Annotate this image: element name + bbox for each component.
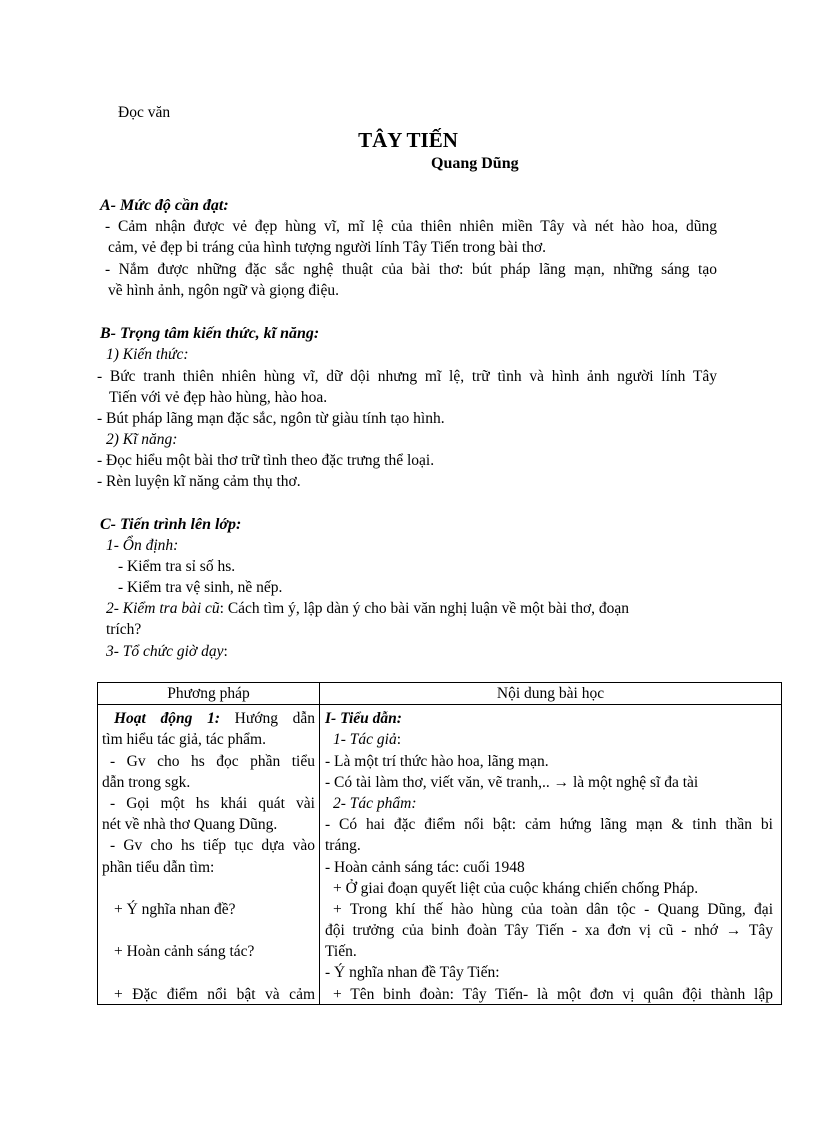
page-title: TÂY TIẾN <box>358 128 458 152</box>
author-subheading-colon: : <box>396 731 402 749</box>
table-header-row <box>98 683 782 705</box>
method-cell <box>98 705 320 1005</box>
author-subheading-label: 1- Tác giả <box>333 731 397 749</box>
content-line: - Có hai đặc điểm nổi bật: cảm hứng lãng mạn & tinh thần bi <box>325 816 773 834</box>
content-line: Tiến. <box>325 943 357 961</box>
stabilize-item: 1- Ổn định: <box>106 537 179 554</box>
method-header: Phương pháp <box>98 683 320 705</box>
lesson-table <box>97 682 782 1005</box>
old-lesson-check <box>106 599 629 619</box>
activity-label: Hoạt động 1: <box>114 710 220 728</box>
section-a-line: cảm, vẻ đẹp bi tráng của hình tượng người lính Tây Tiến trong bài thơ. <box>108 239 547 256</box>
method-line: dẫn trong sgk. <box>102 773 191 791</box>
method-line: - Gv cho hs đọc phần tiểu <box>110 752 315 770</box>
knowledge-subheading: 1) Kiến thức: <box>106 346 189 363</box>
content-line: đội trưởng của binh đoàn Tây Tiến - xa đơn vị cũ - nhớ → Tây <box>325 922 773 940</box>
organize-lesson-label: 3- Tổ chức giờ dạy <box>106 643 224 660</box>
old-lesson-continued: trích? <box>106 621 142 638</box>
work-subheading: 2- Tác phẩm: <box>333 794 417 812</box>
section-c-heading: C- Tiến trình lên lớp: <box>100 516 242 533</box>
old-lesson-text: : Cách tìm ý, lập dàn ý cho bài văn nghị luận về một bài thơ, đoạn <box>219 600 630 617</box>
skills-subheading: 2) Kĩ năng: <box>106 431 178 448</box>
old-lesson-label: 2- Kiểm tra bài cũ <box>106 600 220 617</box>
organize-lesson <box>106 642 228 662</box>
organize-lesson-colon: : <box>223 643 228 660</box>
section-a-line: - Nắm được những đặc sắc nghệ thuật của bài thơ: bút pháp lãng mạn, những sáng tạo <box>105 261 717 278</box>
content-line: + Trong khí thế hào hùng của toàn dân tộc - Quang Dũng, đại <box>333 900 773 918</box>
intro-heading: I- Tiểu dẫn: <box>325 710 402 728</box>
question-line: + Ý nghĩa nhan đề? <box>114 900 236 918</box>
stabilize-line: - Kiểm tra sỉ số hs. <box>118 558 236 575</box>
stabilize-line: - Kiểm tra vệ sinh, nề nếp. <box>118 579 283 596</box>
section-a-line: về hình ảnh, ngôn ngữ và giọng điệu. <box>108 282 339 299</box>
method-line: nét về nhà thơ Quang Dũng. <box>102 816 278 834</box>
table-row <box>98 705 782 1005</box>
content-line: - Hoàn cảnh sáng tác: cuối 1948 <box>325 858 525 876</box>
activity-line <box>102 708 315 729</box>
skills-line: - Rèn luyện kĩ năng cảm thụ thơ. <box>97 473 301 490</box>
knowledge-line: - Bút pháp lãng mạn đặc sắc, ngôn từ giàu tính tạo hình. <box>97 410 445 427</box>
section-a-line: - Cảm nhận được vẻ đẹp hùng vĩ, mĩ lệ của thiên nhiên miền Tây và nét hào hoa, dũng <box>105 218 717 235</box>
knowledge-line: - Bức tranh thiên nhiên hùng vĩ, dữ dội nhưng mĩ lệ, trữ tình và hình ảnh người lính Tây <box>97 368 717 385</box>
question-line: + Hoàn cảnh sáng tác? <box>114 943 255 961</box>
skills-line: - Đọc hiểu một bài thơ trữ tình theo đặc trưng thể loại. <box>97 452 435 469</box>
content-line: - Là một trí thức hào hoa, lãng mạn. <box>325 752 549 770</box>
subject-label: Đọc văn <box>118 104 171 121</box>
content-line: - Ý nghĩa nhan đề Tây Tiến: <box>325 964 500 982</box>
method-line: - Gọi một hs khái quát vài <box>110 794 315 812</box>
knowledge-line: Tiến với vẻ đẹp hào hùng, hào hoa. <box>109 389 328 406</box>
content-line: + Tên binh đoàn: Tây Tiến- là một đơn vị quân đội thành lập <box>333 985 773 1003</box>
method-line: - Gv cho hs tiếp tục dựa vào <box>110 837 315 855</box>
content-cell <box>320 705 782 1005</box>
question-line: + Đặc điểm nổi bật và cảm <box>114 985 315 1003</box>
section-a-heading: A- Mức độ cần đạt: <box>100 197 229 214</box>
method-line: tìm hiểu tác giả, tác phẩm. <box>102 731 266 749</box>
content-line: - Có tài làm thơ, viết văn, vẽ tranh,.. → là một nghệ sĩ đa tài <box>325 773 699 791</box>
method-line: phần tiểu dẫn tìm: <box>102 858 215 876</box>
content-line: tráng. <box>325 837 361 855</box>
content-header: Nội dung bài học <box>320 683 782 705</box>
author-name: Quang Dũng <box>431 155 519 172</box>
author-subheading <box>325 729 773 750</box>
content-line: + Ở giai đoạn quyết liệt của cuộc kháng chiến chống Pháp. <box>333 879 699 897</box>
activity-text: Hướng dẫn <box>234 710 315 728</box>
section-b-heading: B- Trọng tâm kiến thức, kĩ năng: <box>100 325 320 342</box>
